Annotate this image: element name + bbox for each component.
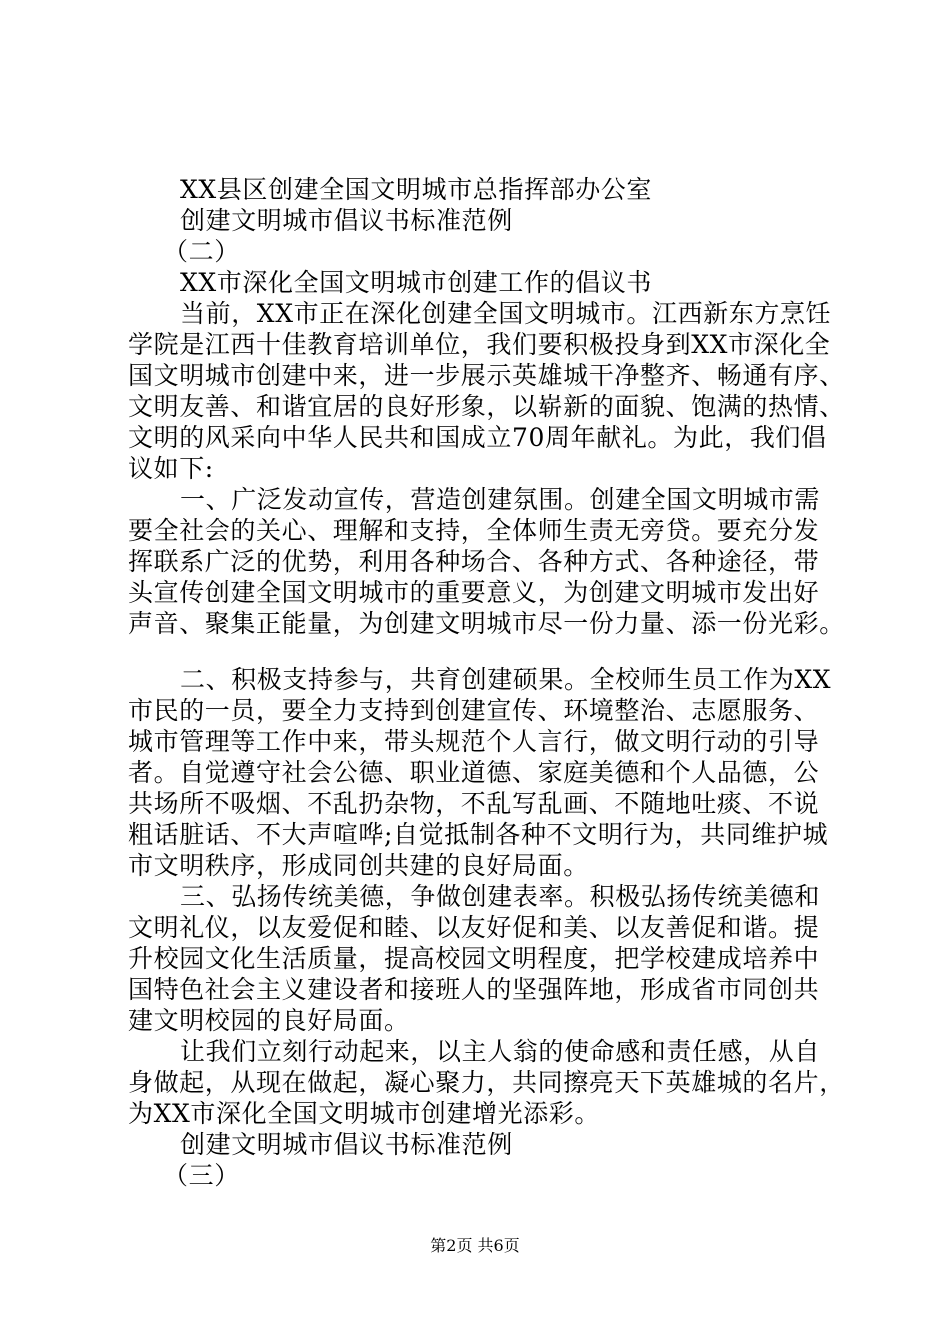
paragraph-line: 二、积极支持参与，共育创建硕果。全校师生员工作为XX bbox=[180, 665, 832, 694]
paragraph-line: 文明礼仪，以友爱促和睦、以友好促和美、以友善促和谐。提 bbox=[128, 913, 820, 942]
paragraph-line: 者。自觉遵守社会公德、职业道德、家庭美德和个人品德，公 bbox=[128, 758, 820, 787]
paragraph-line: 挥联系广泛的优势，利用各种场合、各种方式、各种途径，带 bbox=[128, 547, 820, 576]
paragraph-line: 国文明城市创建中来，进一步展示英雄城干净整齐、畅通有序、 bbox=[128, 361, 845, 390]
paragraph-line: 三、弘扬传统美德，争做创建表率。积极弘扬传统美德和 bbox=[180, 882, 821, 911]
paragraph-line: 头宣传创建全国文明城市的重要意义，为创建文明城市发出好 bbox=[128, 578, 820, 607]
office-heading: XX县区创建全国文明城市总指挥部办公室 bbox=[180, 175, 652, 204]
paragraph-line: 要全社会的关心、理解和支持，全体师生责无旁贷。要充分发 bbox=[128, 516, 820, 545]
paragraph-line: 一、广泛发动宣传，营造创建氛围。创建全国文明城市需 bbox=[180, 485, 821, 514]
paragraph-line: 声音、聚集正能量，为创建文明城市尽一份力量、添一份光彩。 bbox=[128, 609, 845, 638]
proposal-title: XX市深化全国文明城市创建工作的倡议书 bbox=[180, 268, 652, 297]
paragraph-line: 城市管理等工作中来，带头规范个人言行，做文明行动的引导 bbox=[128, 727, 820, 756]
paragraph-line: 市民的一员，要全力支持到创建宣传、环境整治、志愿服务、 bbox=[128, 696, 820, 725]
paragraph-line: 身做起，从现在做起，凝心聚力，共同擦亮天下英雄城的名片， bbox=[128, 1068, 845, 1097]
page-footer: 第2页 共6页 bbox=[430, 1236, 520, 1255]
paragraph-line: 文明友善、和谐宜居的良好形象，以崭新的面貌、饱满的热情、 bbox=[128, 392, 845, 421]
paragraph-line: 让我们立刻行动起来，以主人翁的使命感和责任感，从自 bbox=[180, 1037, 821, 1066]
paragraph-line: 粗话脏话、不大声喧哗;自觉抵制各种不文明行为，共同维护城 bbox=[128, 820, 829, 849]
paragraph-line: 文明的风采向中华人民共和国成立70周年献礼。为此，我们倡 bbox=[128, 423, 827, 452]
example-title-1: 创建文明城市倡议书标准范例 bbox=[180, 206, 513, 235]
section-number-3: （三） bbox=[163, 1161, 240, 1190]
paragraph-line: 共场所不吸烟、不乱扔杂物，不乱写乱画、不随地吐痰、不说 bbox=[128, 789, 820, 818]
paragraph-line: 升校园文化生活质量，提高校园文明程度，把学校建成培养中 bbox=[128, 944, 820, 973]
paragraph-line: 为XX市深化全国文明城市创建增光添彩。 bbox=[128, 1099, 600, 1128]
paragraph-line: 市文明秩序，形成同创共建的良好局面。 bbox=[128, 851, 589, 880]
paragraph-line: 建文明校园的良好局面。 bbox=[128, 1006, 410, 1035]
paragraph-line: 议如下: bbox=[128, 454, 214, 483]
paragraph-line: 学院是江西十佳教育培训单位，我们要积极投身到XX市深化全 bbox=[128, 330, 831, 359]
paragraph-line: 国特色社会主义建设者和接班人的坚强阵地，形成省市同创共 bbox=[128, 975, 820, 1004]
example-title-2: 创建文明城市倡议书标准范例 bbox=[180, 1130, 513, 1159]
paragraph-line: 当前，XX市正在深化创建全国文明城市。江西新东方烹饪 bbox=[180, 299, 832, 328]
section-number-2: （二） bbox=[163, 237, 240, 266]
